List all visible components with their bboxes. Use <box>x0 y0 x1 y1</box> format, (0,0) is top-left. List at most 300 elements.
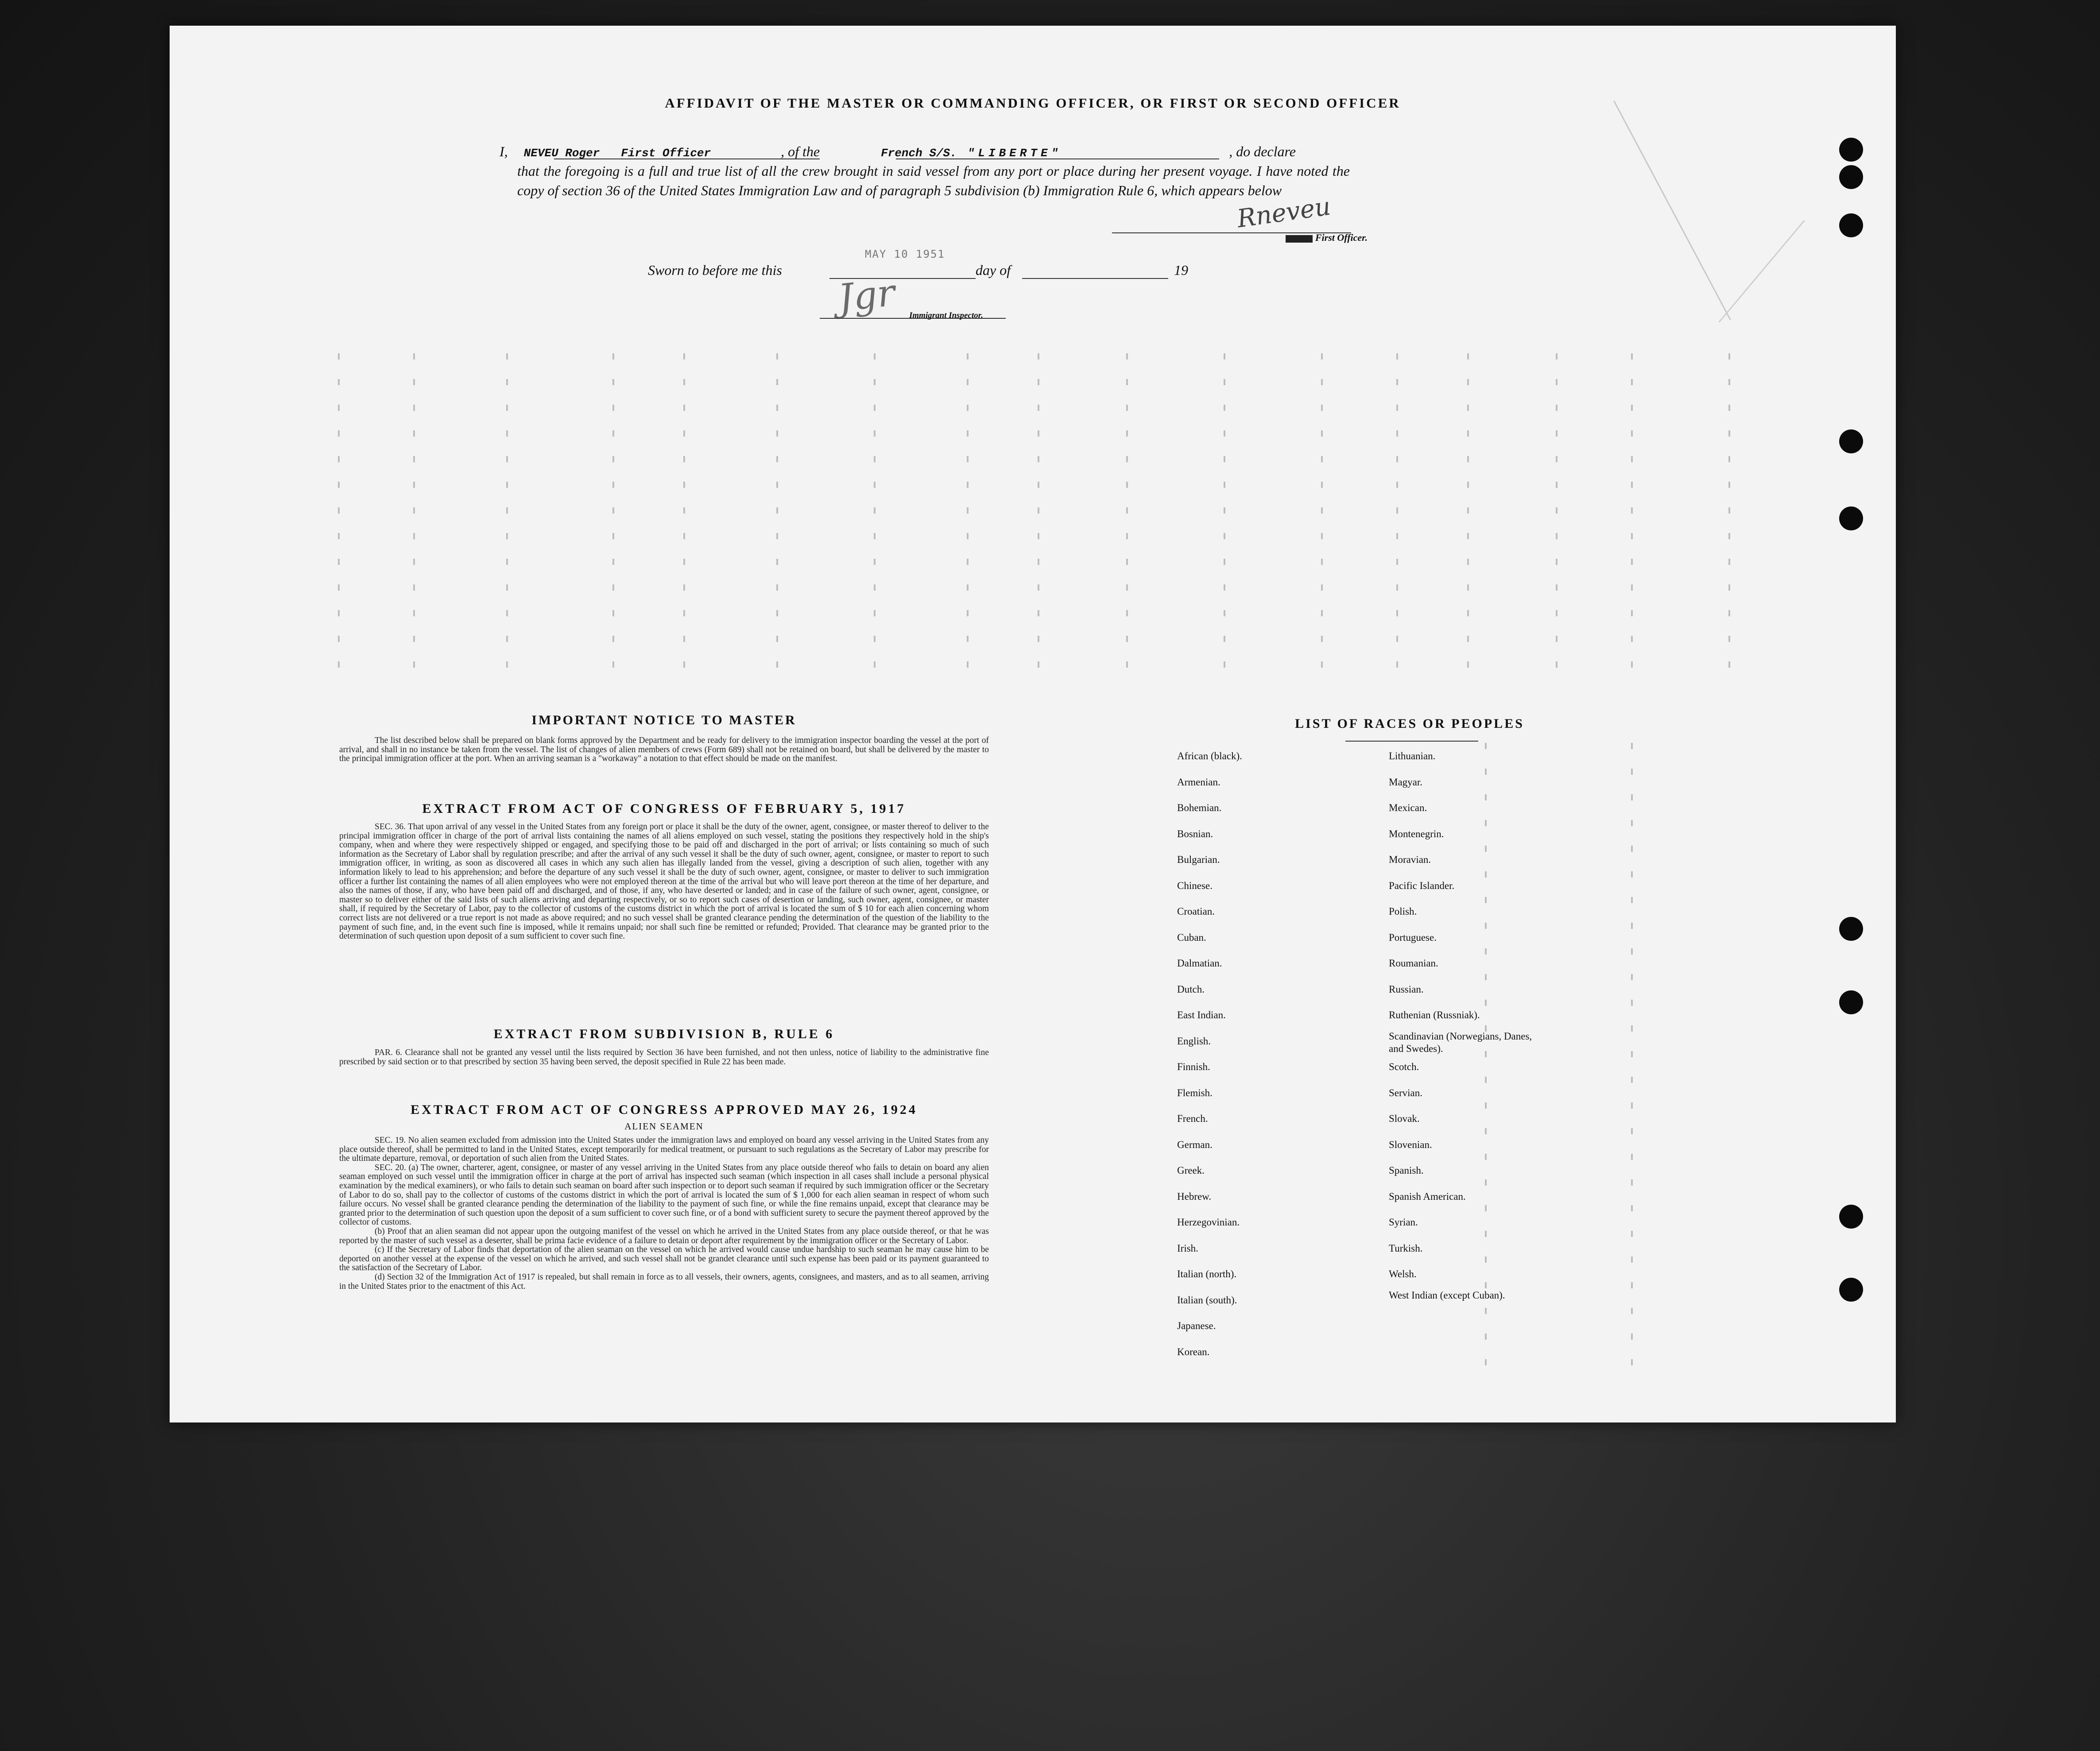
guide-dot <box>1396 379 1398 385</box>
date-stamp: MAY 10 1951 <box>865 248 945 260</box>
guide-dot <box>612 610 614 616</box>
guide-dot <box>1556 610 1558 616</box>
race-item: Portuguese. <box>1389 932 1437 943</box>
race-item: Bulgarian. <box>1177 854 1220 865</box>
guide-dot <box>1556 430 1558 437</box>
guide-dot <box>506 533 508 539</box>
guide-dot <box>776 507 778 514</box>
race-item: Pacific Islander. <box>1389 880 1455 891</box>
race-item: African (black). <box>1177 750 1242 761</box>
race-item: Korean. <box>1177 1346 1210 1357</box>
guide-dot <box>967 456 969 462</box>
guide-dot <box>1556 482 1558 488</box>
guide-dot <box>413 405 415 411</box>
race-item: Herzegovinian. <box>1177 1217 1240 1228</box>
race-item: Italian (south). <box>1177 1294 1237 1306</box>
guide-dot <box>1631 661 1633 668</box>
guide-dot <box>1467 507 1469 514</box>
guide-dot <box>967 559 969 565</box>
notice-title: IMPORTANT NOTICE TO MASTER <box>531 713 797 727</box>
guide-dot <box>1126 507 1128 514</box>
guide-dot <box>1631 923 1633 929</box>
guide-dot <box>967 482 969 488</box>
signature-caption <box>1286 232 1368 244</box>
guide-dot <box>1396 559 1398 565</box>
guide-dot <box>967 353 969 359</box>
guide-dot <box>1224 584 1225 591</box>
guide-dot <box>612 405 614 411</box>
guide-dot <box>338 353 340 359</box>
race-item: English. <box>1177 1035 1211 1047</box>
guide-dot <box>874 507 876 514</box>
guide-dot <box>338 482 340 488</box>
guide-dot <box>1038 353 1039 359</box>
guide-dot <box>1728 353 1730 359</box>
guide-dot <box>612 353 614 359</box>
guide-dot <box>1126 559 1128 565</box>
guide-dot <box>413 584 415 591</box>
punch-hole <box>1839 213 1863 237</box>
extract-1917-title: EXTRACT FROM ACT OF CONGRESS OF FEBRUARY 5, 1917 <box>422 801 906 816</box>
race-item: Turkish. <box>1389 1242 1423 1254</box>
guide-dot <box>1126 584 1128 591</box>
race-item: Chinese. <box>1177 880 1213 891</box>
guide-dot <box>1631 456 1633 462</box>
race-item: Bosnian. <box>1177 828 1213 839</box>
guide-dot <box>1631 405 1633 411</box>
officer-rank: First Officer <box>621 147 711 160</box>
do-declare-text: , do declare <box>1229 143 1296 159</box>
guide-dot <box>413 482 415 488</box>
guide-dot <box>967 661 969 668</box>
guide-dot <box>874 430 876 437</box>
guide-dot <box>1631 871 1633 877</box>
sworn-underline-2 <box>1022 278 1168 279</box>
race-item: Slovak. <box>1389 1113 1420 1124</box>
guide-dot <box>1224 507 1225 514</box>
extract-1924-subtitle: ALIEN SEAMEN <box>624 1121 704 1132</box>
guide-dot <box>1631 1025 1633 1032</box>
extract-1924-title: EXTRACT FROM ACT OF CONGRESS APPROVED MAY 26, 1924 <box>411 1102 918 1117</box>
guide-dot <box>1467 559 1469 565</box>
extract-1917-text: SEC. 36. That upon arrival of any vessel in the United States from any foreign port or place it shall be the duty of the owner, agent, consignee, or master thereof to deliver to the principal immigration officer in charge of the port of arrival lists containing the names of all aliens employed on such vessel, stating the positions they respectively hold in the ship's company, when and where they were respectively shipped or engaged, and specifying those to be paid off and discharged in the port of arrival; or lists containing so much of such information as the Secretary of Labor shall by regulation prescribe; and after the arrival of any such vessel it shall be the duty of such owner, agent, consignee, or master to report to such immigration officer, in writing, as soon as discovered all cases in which any such alien has illegally landed from the vessel, giving a description of such alien, together with any information likely to lead to his apprehension; and before the departure of any such vessel it shall be the duty of such owner, agent, consignee, or master to deliver to such immigration officer a further list containing the names of all alien employees who were not employed thereon at the time of the arrival but who will leave port thereon at the time of her departure, and also the names of those, if any, who have been paid off and discharged, and of those, if any, who have deserted or landed; and in case of the failure of such owner, agent, consignee, or master so to deliver either of the said lists of such aliens arriving and departing respectively, or so to report such cases of desertion or landing, such owner, agent, consignee, or master shall, if required by the Secretary of Labor, pay to the collector of customs of the customs district in which the port of arrival is located the sum of $ 10 for each alien concerning whom correct lists are not delivered or a true report is not made as above required; and no such vessel shall be granted clearance pending the determination of the question of the liability to the payment of such fine, and, in the event such fine is imposed, while it remains unpaid; nor shall such fine be remitted or refunded; Provided. That clearance may be granted prior to the determination of such question upon deposit of a sum sufficient to cover such fine. <box>339 822 989 941</box>
guide-dot <box>1224 379 1225 385</box>
guide-dot <box>506 379 508 385</box>
guide-dot <box>1038 430 1039 437</box>
guide-dot <box>1038 584 1039 591</box>
extract-1917-body <box>339 823 989 941</box>
race-item: Welsh. <box>1389 1268 1417 1279</box>
guide-dot <box>1556 456 1558 462</box>
year-prefix: 19 <box>1174 262 1188 278</box>
guide-dot <box>612 456 614 462</box>
guide-dot <box>683 636 685 642</box>
guide-dot <box>1038 379 1039 385</box>
guide-dot <box>1126 610 1128 616</box>
guide-dot <box>1728 533 1730 539</box>
guide-dot <box>338 507 340 514</box>
guide-dot <box>1396 533 1398 539</box>
guide-dot <box>1556 353 1558 359</box>
guide-dot <box>776 456 778 462</box>
guide-dot <box>1631 1256 1633 1263</box>
guide-dot <box>1728 559 1730 565</box>
guide-dot <box>1728 482 1730 488</box>
race-item: Syrian. <box>1389 1217 1418 1228</box>
punch-hole <box>1839 1278 1863 1302</box>
guide-dot <box>1224 533 1225 539</box>
guide-dot <box>1631 1051 1633 1057</box>
guide-dot <box>1728 610 1730 616</box>
race-item: French. <box>1177 1113 1208 1124</box>
guide-dot <box>1728 405 1730 411</box>
races-title-rule <box>1345 741 1478 742</box>
guide-dot <box>1224 405 1225 411</box>
guide-dot <box>612 379 614 385</box>
guide-dot <box>967 533 969 539</box>
race-item: Dalmatian. <box>1177 958 1222 969</box>
guide-dot <box>506 405 508 411</box>
guide-dot <box>1631 559 1633 565</box>
guide-dot <box>1631 1077 1633 1083</box>
guide-dot <box>1038 405 1039 411</box>
guide-dot <box>776 636 778 642</box>
redaction-mark: XXXXX <box>1286 235 1313 243</box>
guide-dot <box>1631 430 1633 437</box>
guide-dot <box>1396 507 1398 514</box>
guide-dot <box>1631 1359 1633 1365</box>
races-title: LIST OF RACES OR PEOPLES <box>1295 716 1524 731</box>
guide-dot <box>1224 482 1225 488</box>
notice-text: The list described below shall be prepared on blank forms approved by the Department and be ready for delivery to the immigration inspector boarding the vessel at the port of arrival, and shall in no instance be taken from the vessel. The list of changes of alien members of crews (Form 689) shall not be retained on board, but shall be delivered by the master to the principal immigration officer at the port. When an arriving seaman is a "workaway" a notation to that effect should be made on the manifest. <box>339 736 989 764</box>
punch-hole <box>1839 429 1863 453</box>
races-right-column <box>1389 743 1548 1313</box>
guide-dot <box>1038 559 1039 565</box>
guide-dot <box>1224 661 1225 668</box>
race-item: Ruthenian (Russniak). <box>1389 1009 1480 1020</box>
guide-dot <box>1631 1334 1633 1340</box>
guide-dot <box>683 584 685 591</box>
punch-hole <box>1839 165 1863 189</box>
guide-dot <box>1467 456 1469 462</box>
guide-dot <box>1126 456 1128 462</box>
guide-dot <box>612 507 614 514</box>
race-item: Finnish. <box>1177 1061 1210 1072</box>
guide-dot <box>683 456 685 462</box>
guide-dot <box>1224 353 1225 359</box>
guide-dot <box>1396 456 1398 462</box>
guide-dot <box>776 610 778 616</box>
race-item: Dutch. <box>1177 983 1205 995</box>
guide-dot <box>967 430 969 437</box>
guide-dot <box>1631 1205 1633 1211</box>
guide-dot <box>967 610 969 616</box>
vessel-nationality: French S/S. <box>881 147 957 160</box>
guide-dot <box>1631 353 1633 359</box>
guide-dot <box>776 430 778 437</box>
sec20d-text: (d) Section 32 of the Immigration Act of 1917 is repealed, but shall remain in force as to all vessels, their owners, agents, consignees, and masters, and as to all seamen, arriving in the United States prior to the enactment of this Act. <box>339 1272 989 1291</box>
guide-dot <box>506 482 508 488</box>
guide-dot <box>776 482 778 488</box>
day-of-text: day of <box>976 262 1011 278</box>
guide-dot <box>1126 353 1128 359</box>
guide-dot <box>338 636 340 642</box>
guide-dot <box>1467 353 1469 359</box>
guide-dot <box>1321 661 1323 668</box>
race-item: Scandinavian (Norwegians, Danes, and Swedes). <box>1389 1030 1532 1054</box>
guide-dot <box>506 507 508 514</box>
guide-dot <box>967 405 969 411</box>
guide-dot <box>1467 610 1469 616</box>
guide-dot <box>506 661 508 668</box>
guide-dot <box>1321 636 1323 642</box>
guide-dot <box>776 379 778 385</box>
guide-dot <box>1467 636 1469 642</box>
guide-dot <box>1321 610 1323 616</box>
sec20c-text: (c) If the Secretary of Labor finds that deportation of the alien seaman on the vessel on which he arrived would cause undue hardship to such seaman he may cause him to be deported on another vessel at the expense of the vessel on which he arrived, and such vessel shall not be grandet clearance until such expense has been paid or its payment guaranteed to the satisfaction of the Secretary of Labor. <box>339 1245 989 1273</box>
race-item: Flemish. <box>1177 1087 1213 1098</box>
guide-dot <box>1631 610 1633 616</box>
manifest-page <box>170 26 1896 1422</box>
guide-dot <box>338 379 340 385</box>
guide-dot <box>874 661 876 668</box>
sec20b-text: (b) Proof that an alien seaman did not appear upon the outgoing manifest of the vessel on which he arrived in the United States from any place outside thereof, or that he was reported by the master of such vessel as a deserter, shall be prima facie evidence of a failure to detain or deport after requirement by the immigration officer or the Secretary of Labor. <box>339 1226 989 1245</box>
officer-signature: Rneveu <box>1235 192 1333 234</box>
races-left-column <box>1177 743 1242 1365</box>
punch-hole <box>1839 917 1863 941</box>
guide-dot <box>683 353 685 359</box>
guide-dot <box>1631 1102 1633 1109</box>
guide-dot <box>506 610 508 616</box>
punch-hole <box>1839 1205 1863 1229</box>
guide-dot <box>776 533 778 539</box>
race-item: Russian. <box>1389 983 1424 995</box>
guide-dot <box>1126 430 1128 437</box>
guide-dot <box>506 456 508 462</box>
guide-dot <box>1126 482 1128 488</box>
guide-dot <box>1321 584 1323 591</box>
guide-dot <box>1396 661 1398 668</box>
extract-rule6-body <box>339 1048 989 1067</box>
affidavit-i: I, <box>500 143 508 159</box>
guide-dot <box>1126 533 1128 539</box>
guide-dot <box>413 379 415 385</box>
officer-name: NEVEU Roger <box>523 147 600 160</box>
guide-dot <box>1631 1000 1633 1006</box>
guide-dot <box>1321 379 1323 385</box>
guide-dot <box>612 559 614 565</box>
race-item: German. <box>1177 1139 1213 1150</box>
guide-dot <box>1556 661 1558 668</box>
guide-dot <box>338 584 340 591</box>
vessel-name: "LIBERTE" <box>967 147 1062 160</box>
race-item: Roumanian. <box>1389 958 1438 969</box>
guide-dot <box>1467 430 1469 437</box>
guide-dot <box>413 456 415 462</box>
guide-dot <box>1631 897 1633 903</box>
guide-dot <box>612 584 614 591</box>
guide-dot <box>612 636 614 642</box>
guide-dot <box>874 584 876 591</box>
guide-dot <box>612 661 614 668</box>
guide-dot <box>1631 1128 1633 1134</box>
guide-dot <box>1728 507 1730 514</box>
guide-dot <box>1396 610 1398 616</box>
guide-dot <box>683 430 685 437</box>
guide-dot <box>1038 533 1039 539</box>
guide-dot <box>1556 507 1558 514</box>
guide-dot <box>1728 456 1730 462</box>
guide-dot <box>413 559 415 565</box>
guide-dot <box>1321 405 1323 411</box>
inspector-signature: Jgr <box>836 271 897 320</box>
guide-dot <box>1631 846 1633 852</box>
guide-dot <box>683 533 685 539</box>
guide-dot <box>338 559 340 565</box>
guide-dot <box>1396 584 1398 591</box>
guide-dot <box>1728 430 1730 437</box>
sec20a-text: SEC. 20. (a) The owner, charterer, agent, consignee, or master of any vessel arriving in the United States from any place outside thereof who fails to detain on board any alien seaman employed on such vessel until the immigration officer in charge at the port of arrival has inspected such seaman (which inspection in all cases shall include a personal physical examination by the medical examiners), or who fails to detain such seaman on board after such inspection or to deport such seaman if required by such immigration officer or the Secretary of Labor to do so, shall pay to the collector of customs of the customs district in which the port of arrival is located the sum of $ 1,000 for each alien seaman in respect of whom such failure occurs. No vessel shall be granted clearance pending the determination of the liability to the payment of such fine, or while the fine remains unpaid, except that clearance may be granted prior to the determination of such question upon the deposit of a sum sufficient to cover such fine, or of a bond with sufficient surety to secure the payment thereof approved by the collector of customs. <box>339 1163 989 1227</box>
guide-dot <box>683 610 685 616</box>
guide-dot <box>413 610 415 616</box>
guide-dot <box>874 533 876 539</box>
guide-dot <box>413 507 415 514</box>
guide-dot <box>1556 405 1558 411</box>
race-item: Lithuanian. <box>1389 750 1436 761</box>
extract-rule6-title: EXTRACT FROM SUBDIVISION B, RULE 6 <box>493 1027 835 1041</box>
guide-dot <box>612 482 614 488</box>
race-item: Spanish. <box>1389 1165 1424 1176</box>
guide-dot <box>776 584 778 591</box>
guide-dot <box>683 507 685 514</box>
guide-dot <box>506 636 508 642</box>
stray-mark <box>1613 100 1731 320</box>
guide-dot <box>1224 430 1225 437</box>
guide-dot <box>1631 507 1633 514</box>
race-item: Montenegrin. <box>1389 828 1444 839</box>
guide-dot <box>1631 1282 1633 1288</box>
extract-rule6-text: PAR. 6. Clearance shall not be granted any vessel until the lists required by Section 36 have been furnished, and not then unless, notice of liability to the administrative fine prescribed by said section or to that prescribed by section 35 having been served, the deposit specified in Rule 22 has been made. <box>339 1048 989 1067</box>
guide-dot <box>338 405 340 411</box>
punch-hole <box>1839 990 1863 1014</box>
guide-dot <box>1467 405 1469 411</box>
guide-dot <box>1038 636 1039 642</box>
signature-caption-text: First Officer. <box>1315 232 1368 243</box>
guide-dot <box>1631 743 1633 749</box>
race-item: Scotch. <box>1389 1061 1419 1072</box>
guide-dot <box>413 430 415 437</box>
race-item: Irish. <box>1177 1242 1198 1254</box>
guide-dot <box>1321 559 1323 565</box>
guide-dot <box>1485 1359 1487 1365</box>
guide-dot <box>1631 533 1633 539</box>
guide-dot <box>1631 1308 1633 1314</box>
extract-1924-body <box>339 1136 989 1291</box>
guide-dot <box>1467 482 1469 488</box>
guide-dot <box>683 559 685 565</box>
guide-dot <box>1224 636 1225 642</box>
race-item: Cuban. <box>1177 932 1206 943</box>
guide-dot <box>1631 948 1633 955</box>
guide-dot <box>874 456 876 462</box>
race-item: Moravian. <box>1389 854 1431 865</box>
guide-dot <box>338 610 340 616</box>
guide-dot <box>1631 1154 1633 1160</box>
guide-dot <box>874 482 876 488</box>
guide-dot <box>1467 379 1469 385</box>
affidavit-body: that the foregoing is a full and true list of all the crew brought in said vessel from any port or place during her present voyage. I have noted the copy of section 36 of the United States Immigration Law and of paragraph 5 subdivision (b) Immigration Rule 6, which appears below <box>517 163 1350 198</box>
race-item: East Indian. <box>1177 1009 1226 1020</box>
guide-dot <box>1485 1334 1487 1340</box>
punch-hole <box>1839 138 1863 162</box>
guide-dot <box>1728 636 1730 642</box>
sworn-text: Sworn to before me this <box>648 262 782 278</box>
guide-dot <box>413 353 415 359</box>
guide-dot <box>612 533 614 539</box>
race-item: Armenian. <box>1177 776 1220 788</box>
guide-dot <box>776 559 778 565</box>
name-underline <box>554 158 820 159</box>
race-item: Magyar. <box>1389 776 1423 788</box>
guide-dot <box>1321 456 1323 462</box>
guide-dot <box>1467 584 1469 591</box>
guide-dot <box>1396 405 1398 411</box>
guide-dot <box>1728 584 1730 591</box>
notice-body <box>339 736 989 764</box>
guide-dot <box>1224 559 1225 565</box>
guide-dot <box>1631 974 1633 980</box>
guide-dot <box>874 379 876 385</box>
guide-dot <box>1396 353 1398 359</box>
guide-dot <box>413 533 415 539</box>
race-item: Japanese. <box>1177 1320 1216 1331</box>
guide-dot <box>1224 456 1225 462</box>
guide-dot <box>413 636 415 642</box>
guide-dot <box>1556 379 1558 385</box>
guide-dot <box>874 559 876 565</box>
guide-dot <box>967 379 969 385</box>
guide-dot <box>338 430 340 437</box>
race-item: Mexican. <box>1389 802 1427 813</box>
guide-dot <box>776 405 778 411</box>
guide-dot <box>1321 430 1323 437</box>
guide-dot <box>683 482 685 488</box>
guide-dot <box>967 584 969 591</box>
guide-dot <box>1224 610 1225 616</box>
guide-dot <box>874 353 876 359</box>
guide-dot <box>1631 636 1633 642</box>
guide-dot <box>1321 533 1323 539</box>
sworn-line <box>648 260 782 280</box>
inspector-caption: Immigrant Inspector. <box>909 311 983 320</box>
race-item: Servian. <box>1389 1087 1423 1098</box>
guide-dot <box>338 456 340 462</box>
guide-dot <box>1556 533 1558 539</box>
guide-dot <box>1038 661 1039 668</box>
guide-dot <box>1126 661 1128 668</box>
race-item: Spanish American. <box>1389 1191 1466 1202</box>
guide-dot <box>874 636 876 642</box>
guide-dot <box>1126 636 1128 642</box>
guide-dot <box>776 661 778 668</box>
guide-dot <box>1126 405 1128 411</box>
race-item: Hebrew. <box>1177 1191 1212 1202</box>
vessel-underline <box>896 158 1219 159</box>
guide-dot <box>1631 769 1633 775</box>
guide-dot <box>338 533 340 539</box>
guide-dot <box>338 661 340 668</box>
guide-dot <box>506 584 508 591</box>
